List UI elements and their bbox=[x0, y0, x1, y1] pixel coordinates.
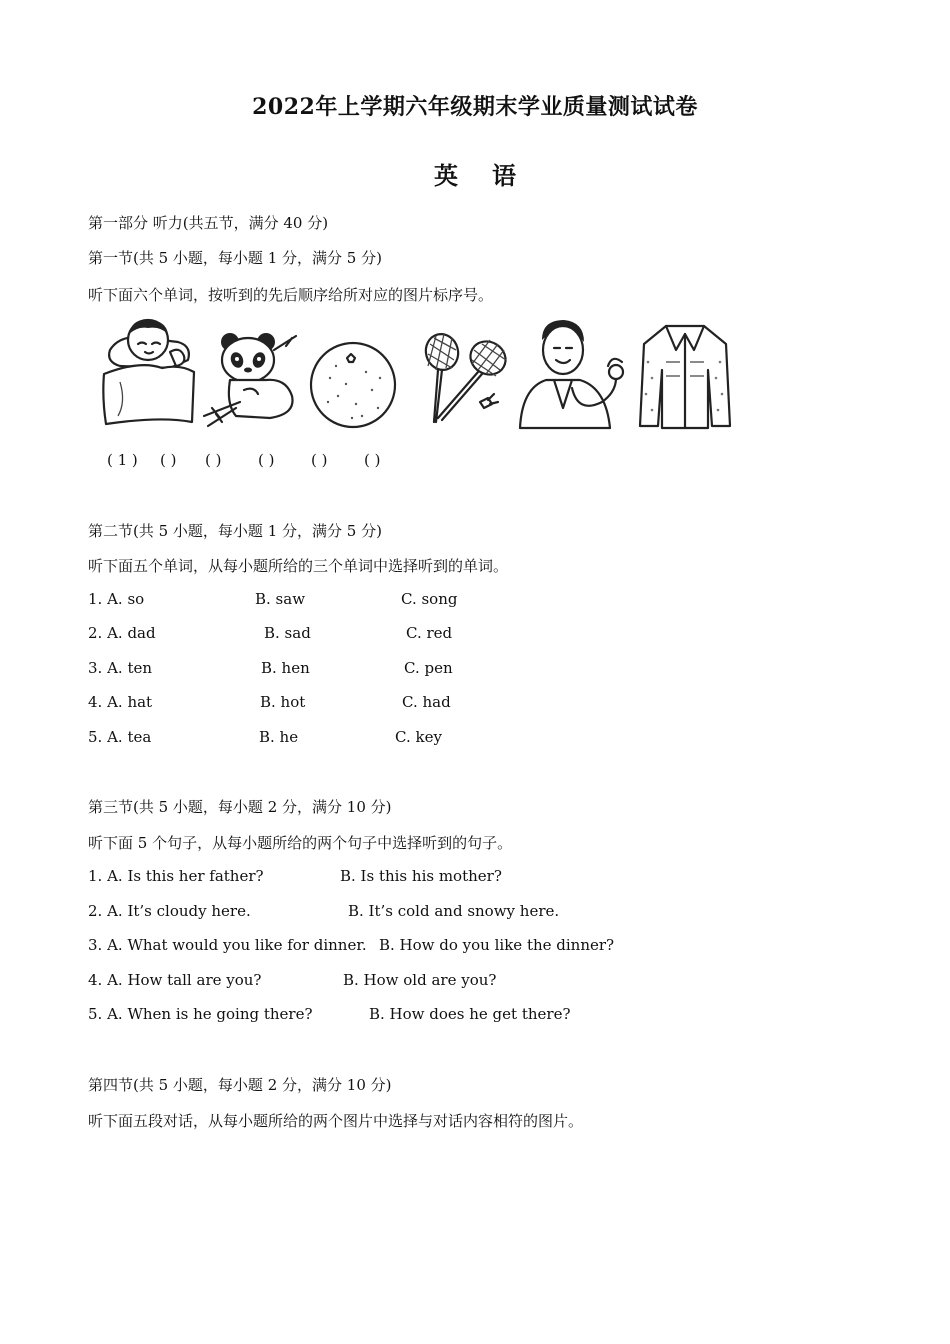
section4-heading: 第四节(共 5 小题，每小题 2 分，满分 10 分) bbox=[88, 1076, 392, 1094]
section3-heading: 第三节(共 5 小题，每小题 2 分，满分 10 分) bbox=[88, 798, 392, 816]
section4-instruction: 听下面五段对话，从每小题所给的两个图片中选择与对话内容相符的图片。 bbox=[88, 1112, 584, 1130]
answer-blank-1[interactable]: ( 1 ) bbox=[107, 451, 138, 469]
subject-title: 英语 bbox=[434, 161, 550, 190]
sleeping-boy-icon bbox=[100, 312, 200, 430]
answer-blank-2[interactable]: ( ) bbox=[160, 451, 177, 469]
jacket-icon bbox=[636, 322, 734, 430]
s3-q2-option-b[interactable]: B. It’s cold and snowy here. bbox=[348, 902, 560, 920]
s2-q4-option-b[interactable]: B. hot bbox=[260, 693, 306, 711]
s3-q1-option-a[interactable]: 1. A. Is this her father? bbox=[88, 867, 264, 885]
answer-blank-5[interactable]: ( ) bbox=[311, 451, 328, 469]
s2-q1-option-a[interactable]: 1. A. so bbox=[88, 590, 145, 608]
answer-blank-4[interactable]: ( ) bbox=[258, 451, 275, 469]
doctor-icon bbox=[516, 318, 630, 430]
panda-icon bbox=[200, 330, 302, 430]
s2-q5-option-b[interactable]: B. he bbox=[259, 728, 299, 746]
section1-instruction: 听下面六个单词，按听到的先后顺序给所对应的图片标序号。 bbox=[88, 286, 494, 304]
s2-q2-option-a[interactable]: 2. A. dad bbox=[88, 624, 156, 642]
answer-blank-3[interactable]: ( ) bbox=[205, 451, 222, 469]
s2-q3-option-a[interactable]: 3. A. ten bbox=[88, 659, 153, 677]
s3-q3-option-b[interactable]: B. How do you like the dinner? bbox=[379, 936, 615, 954]
s2-q3-option-c[interactable]: C. pen bbox=[404, 659, 453, 677]
s3-q2-option-a[interactable]: 2. A. It’s cloudy here. bbox=[88, 902, 251, 920]
s2-q1-option-b[interactable]: B. saw bbox=[255, 590, 306, 608]
part1-heading: 第一部分 听力(共五节，满分 40 分) bbox=[88, 214, 329, 232]
section1-heading: 第一节(共 5 小题，每小题 1 分，满分 5 分) bbox=[88, 249, 382, 267]
s2-q5-option-c[interactable]: C. key bbox=[395, 728, 442, 746]
s2-q2-option-c[interactable]: C. red bbox=[406, 624, 453, 642]
s2-q2-option-b[interactable]: B. sad bbox=[264, 624, 311, 642]
section2-heading: 第二节(共 5 小题，每小题 1 分，满分 5 分) bbox=[88, 522, 382, 540]
section2-instruction: 听下面五个单词，从每小题所给的三个单词中选择听到的单词。 bbox=[88, 557, 509, 575]
s3-q5-option-b[interactable]: B. How does he get there? bbox=[369, 1005, 571, 1023]
badminton-rackets-icon bbox=[412, 330, 512, 430]
s2-q5-option-a[interactable]: 5. A. tea bbox=[88, 728, 152, 746]
s2-q4-option-a[interactable]: 4. A. hat bbox=[88, 693, 153, 711]
s2-q1-option-c[interactable]: C. song bbox=[401, 590, 458, 608]
orange-icon bbox=[306, 338, 402, 430]
s2-q4-option-c[interactable]: C. had bbox=[402, 693, 451, 711]
s3-q4-option-a[interactable]: 4. A. How tall are you? bbox=[88, 971, 262, 989]
s3-q1-option-b[interactable]: B. Is this his mother? bbox=[340, 867, 502, 885]
s3-q3-option-a[interactable]: 3. A. What would you like for dinner. bbox=[88, 936, 367, 954]
s3-q4-option-b[interactable]: B. How old are you? bbox=[343, 971, 497, 989]
section3-instruction: 听下面 5 个句子，从每小题所给的两个句子中选择听到的句子。 bbox=[88, 834, 513, 852]
s2-q3-option-b[interactable]: B. hen bbox=[261, 659, 310, 677]
s3-q5-option-a[interactable]: 5. A. When is he going there? bbox=[88, 1005, 313, 1023]
exam-title: 2022年上学期六年级期末学业质量测试试卷 bbox=[252, 94, 698, 120]
answer-blank-6[interactable]: ( ) bbox=[364, 451, 381, 469]
